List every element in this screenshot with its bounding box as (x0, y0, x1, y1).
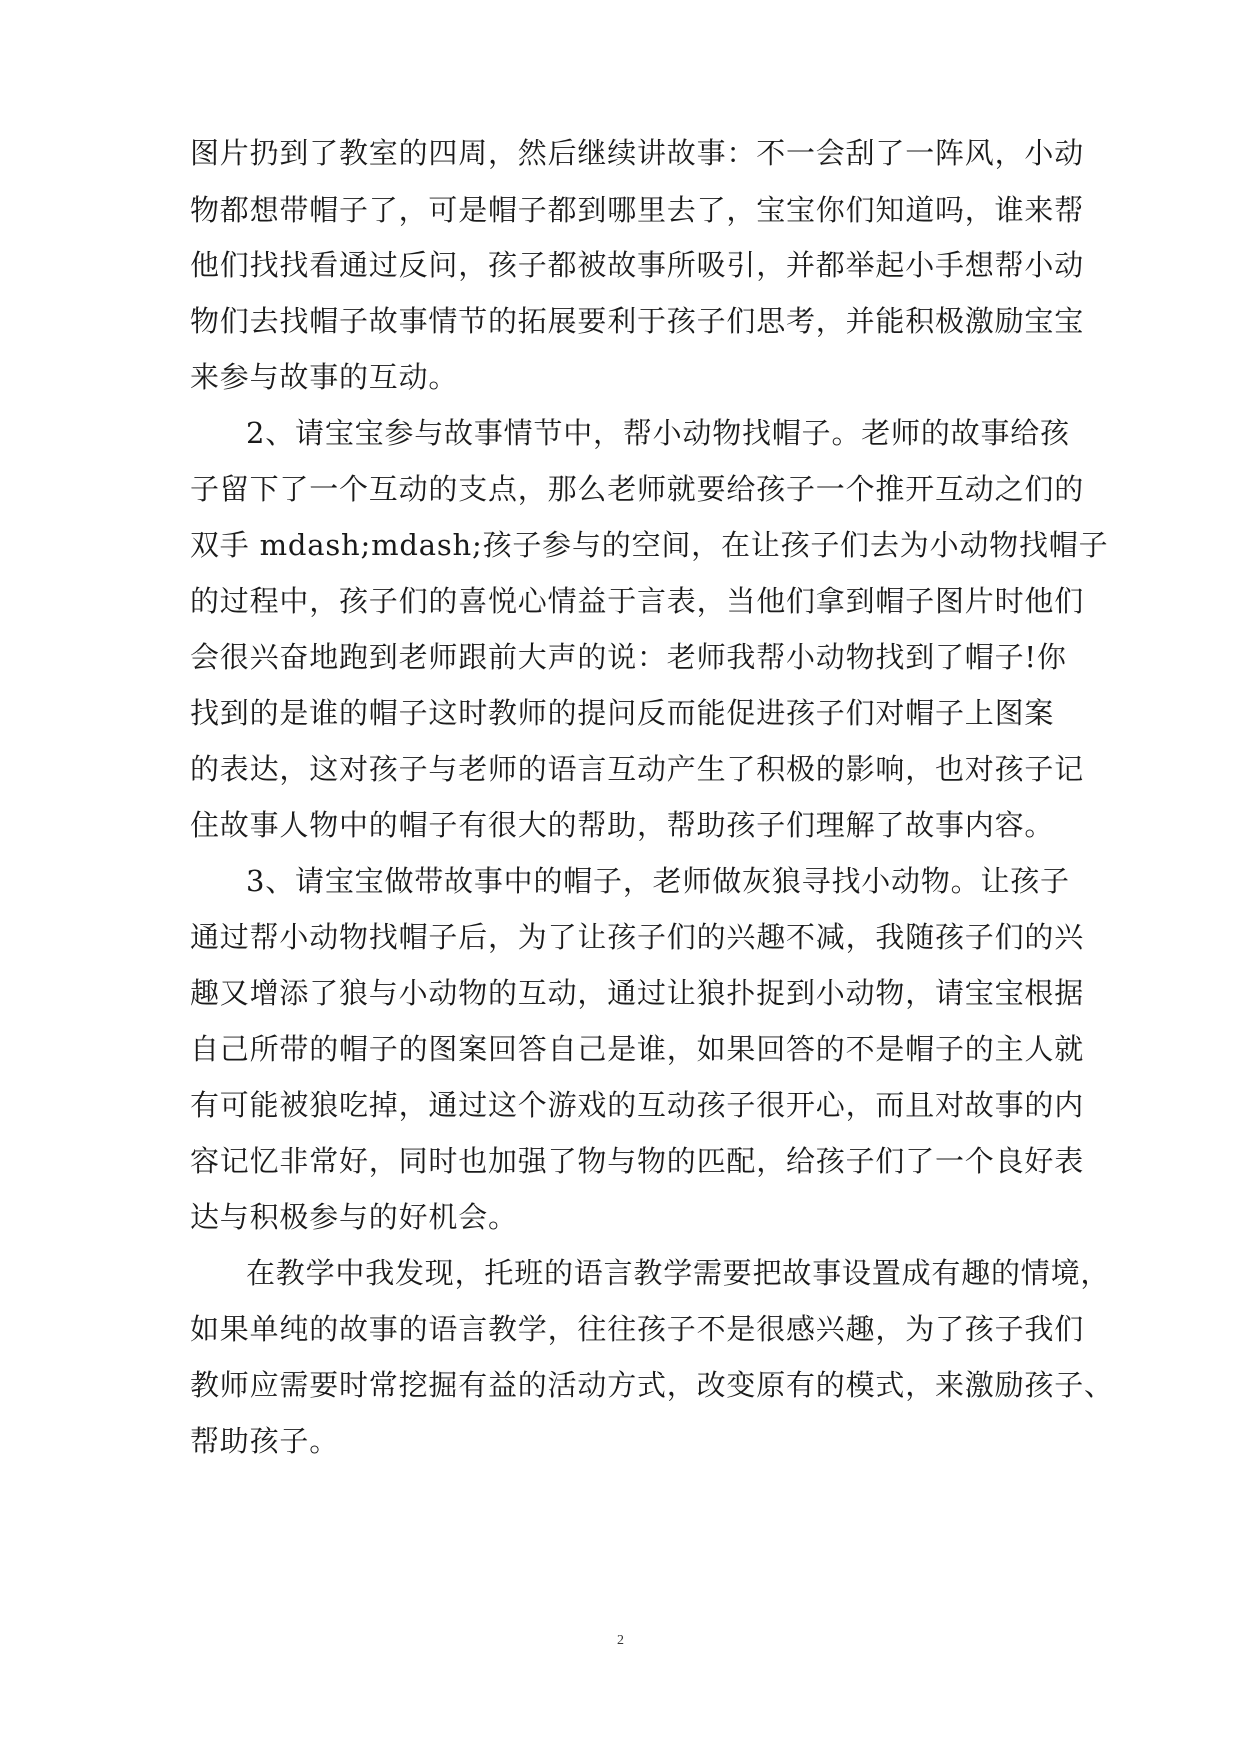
page-number: 2 (617, 1633, 624, 1648)
text-line: 他们找找看通过反问，孩子都被故事所吸引，并都举起小手想帮小动 (190, 248, 1085, 282)
text-line: 如果单纯的故事的语言教学，往往孩子不是很感兴趣，为了孩子我们 (190, 1312, 1085, 1346)
text-line: 容记忆非常好，同时也加强了物与物的匹配，给孩子们了一个良好表 (190, 1144, 1085, 1178)
text-line: 有可能被狼吃掉，通过这个游戏的互动孩子很开心，而且对故事的内 (190, 1088, 1085, 1122)
text-line: 的过程中，孩子们的喜悦心情益于言表，当他们拿到帽子图片时他们 (190, 584, 1085, 618)
text-line: 在教学中我发现，托班的语言教学需要把故事设置成有趣的情境， (246, 1256, 1111, 1290)
text-line: 找到的是谁的帽子这时教师的提问反而能促进孩子们对帽子上图案 (190, 696, 1055, 730)
text-line: 图片扔到了教室的四周，然后继续讲故事：不一会刮了一阵风，小动 (190, 136, 1085, 170)
text-line: 会很兴奋地跑到老师跟前大声的说：老师我帮小动物找到了帽子!你 (190, 640, 1067, 674)
text-line: 物们去找帽子故事情节的拓展要利于孩子们思考，并能积极激励宝宝 (190, 304, 1085, 338)
text-line: 双手 mdash;mdash;孩子参与的空间，在让孩子们去为小动物找帽子 (190, 528, 1109, 562)
text-line: 趣又增添了狼与小动物的互动，通过让狼扑捉到小动物，请宝宝根据 (190, 976, 1085, 1010)
text-line: 子留下了一个互动的支点，那么老师就要给孩子一个推开互动之们的 (190, 472, 1085, 506)
text-line: 2、请宝宝参与故事情节中，帮小动物找帽子。老师的故事给孩 (246, 416, 1070, 450)
text-line: 的表达，这对孩子与老师的语言互动产生了积极的影响，也对孩子记 (190, 752, 1085, 786)
text-line: 住故事人物中的帽子有很大的帮助，帮助孩子们理解了故事内容。 (190, 808, 1055, 842)
text-line: 来参与故事的互动。 (190, 360, 459, 394)
text-line: 3、请宝宝做带故事中的帽子，老师做灰狼寻找小动物。让孩子 (246, 864, 1070, 898)
text-line: 物都想带帽子了，可是帽子都到哪里去了，宝宝你们知道吗，谁来帮 (190, 193, 1085, 227)
text-line: 自己所带的帽子的图案回答自己是谁，如果回答的不是帽子的主人就 (190, 1032, 1085, 1066)
text-line: 教师应需要时常挖掘有益的活动方式，改变原有的模式，来激励孩子、 (190, 1368, 1114, 1402)
text-line: 通过帮小动物找帽子后，为了让孩子们的兴趣不减，我随孩子们的兴 (190, 920, 1085, 954)
text-line: 帮助孩子。 (190, 1424, 340, 1458)
text-line: 达与积极参与的好机会。 (190, 1200, 518, 1234)
